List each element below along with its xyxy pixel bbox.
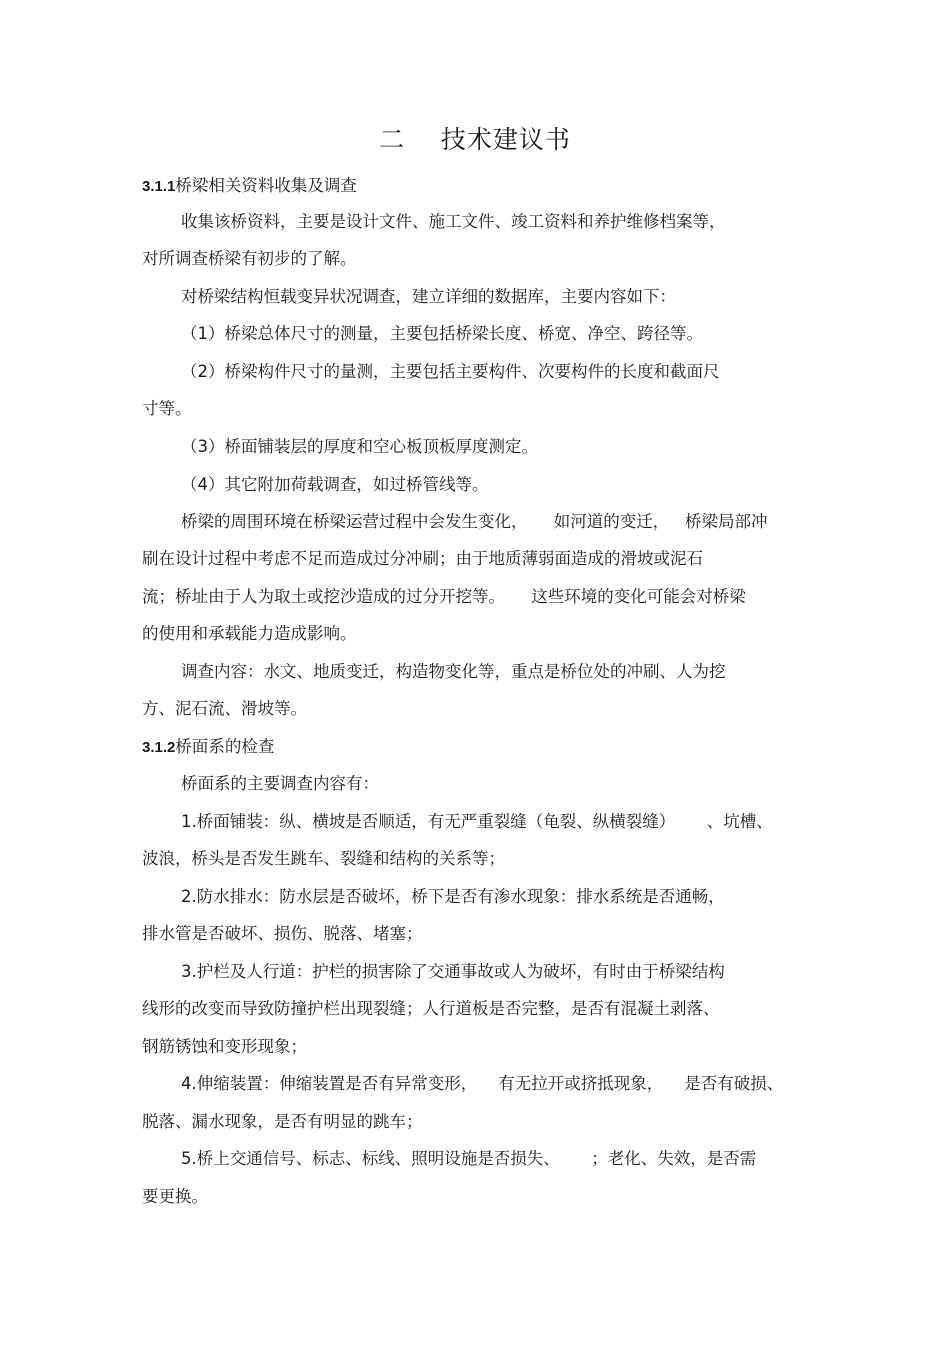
paragraph-line: 刷在设计过程中考虑不足而造成过分冲刷；由于地质薄弱面造成的滑坡或泥石 (142, 549, 703, 568)
list-item: 4.伸缩装置：伸缩装置是否有异常变形， 有无拉开或挤抵现象， 是否有破损、 (181, 1074, 784, 1093)
list-item: 波浪，桥头是否发生跳车、裂缝和结构的关系等； (142, 849, 505, 868)
list-item: 寸等。 (142, 399, 192, 418)
list-item: 1.桥面铺装：纵、横坡是否顺适，有无严重裂缝（龟裂、纵横裂缝） 、坑槽、 (181, 812, 773, 831)
paragraph-line: 调查内容：水文、地质变迁，构造物变化等，重点是桥位处的冲刷、人为挖 (181, 662, 726, 681)
paragraph-line: 对桥梁结构恒载变异状况调查，建立详细的数据库，主要内容如下： (181, 287, 676, 306)
page-title: 二 技术建议书 (379, 125, 571, 154)
list-item: 3.护栏及人行道：护栏的损害除了交通事故或人为破坏，有时由于桥梁结构 (181, 962, 725, 981)
section-heading-text: 桥梁相关资料收集及调查 (175, 176, 357, 195)
paragraph-line: 对所调查桥梁有初步的了解。 (142, 249, 357, 268)
section-heading-3-1-2 (142, 736, 274, 759)
list-item: 5.桥上交通信号、标志、标线、照明设施是否损失、 ；老化、失效，是否需 (181, 1149, 757, 1168)
section-number: 3.1.2 (142, 739, 176, 756)
list-item: 2.防水排水：防水层是否破坏，桥下是否有渗水现象：排水系统是否通畅， (181, 887, 725, 906)
list-item: 脱落、漏水现象，是否有明显的跳车； (142, 1112, 423, 1131)
paragraph-line: 的使用和承载能力造成影响。 (142, 624, 357, 643)
list-item: （1）桥梁总体尺寸的测量，主要包括桥梁长度、桥宽、净空、跨径等。 (181, 324, 703, 343)
list-item: （2）桥梁构件尺寸的量测，主要包括主要构件、次要构件的长度和截面尺 (181, 362, 720, 381)
list-item: 钢筋锈蚀和变形现象； (142, 1037, 307, 1056)
list-item: （3）桥面铺装层的厚度和空心板顶板厚度测定。 (181, 437, 538, 456)
list-item: 要更换。 (142, 1187, 208, 1206)
section-number: 3.1.1 (142, 178, 176, 195)
paragraph-line: 收集该桥资料，主要是设计文件、施工文件、竣工资料和养护维修档案等， (181, 212, 726, 231)
list-item: 线形的改变而导致防撞护栏出现裂缝；人行道板是否完整，是否有混凝土剥落、 (142, 999, 720, 1018)
list-item: （4）其它附加荷载调查，如过桥管线等。 (181, 475, 489, 494)
list-item: 排水管是否破坏、损伤、脱落、堵塞； (142, 924, 423, 943)
paragraph-line: 流；桥址由于人为取土或挖沙造成的过分开挖等。 这些环境的变化可能会对桥梁 (142, 587, 746, 606)
paragraph-line: 桥梁的周围环境在桥梁运营过程中会发生变化， 如河道的变迁， 桥梁局部冲 (181, 512, 768, 531)
section-heading-3-1-1 (142, 175, 357, 198)
paragraph-line: 桥面系的主要调查内容有： (181, 774, 379, 793)
paragraph-line: 方、泥石流、滑坡等。 (142, 699, 307, 718)
section-heading-text: 桥面系的检查 (175, 737, 275, 756)
